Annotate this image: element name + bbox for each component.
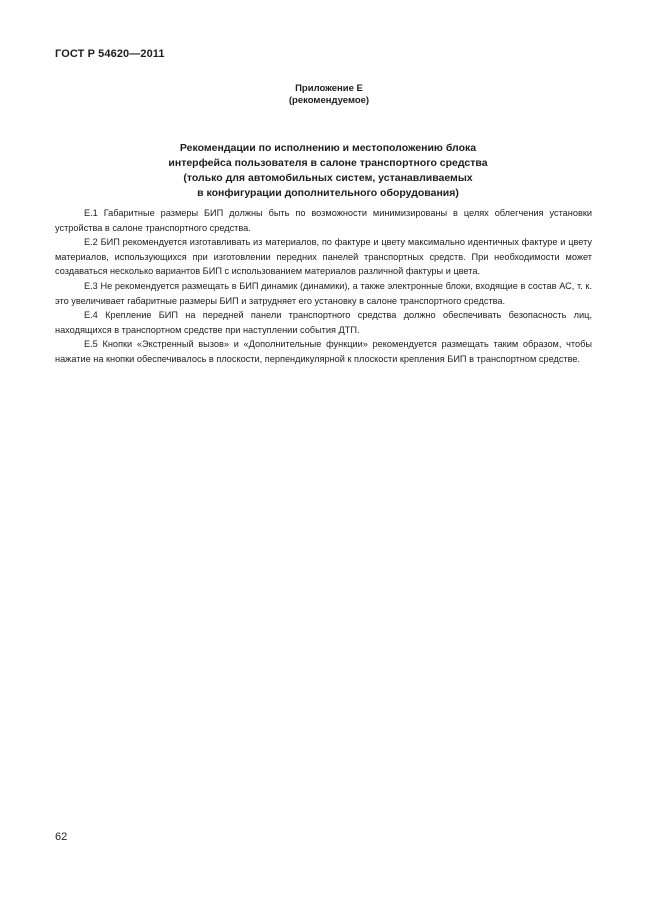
paragraph-e4: Е.4 Крепление БИП на передней панели транспортного средства должно обеспечивать безопасность лиц, находящихся в транспортном средстве при наступлении события ДТП. bbox=[55, 310, 592, 335]
paragraph-e2: Е.2 БИП рекомендуется изготавливать из материалов, по фактуре и цвету максимально идентичных фактуре и цвету материалов, использующихся при изготовлении передних панелей транспортных средств. При необходимости может создаваться несколько вариантов БИП с использованием материалов различной фактуры и цвета. bbox=[55, 237, 592, 277]
appendix-label bbox=[0, 83, 646, 107]
paragraph-e5: Е.5 Кнопки «Экстренный вызов» и «Дополнительные функции» рекомендуется размещать таким образом, чтобы нажатие на кнопки обеспечивалось в плоскости, перпендикулярной к плоскости крепления БИП в транспортном средстве. bbox=[55, 339, 592, 364]
document-standard-number: ГОСТ Р 54620—2011 bbox=[55, 48, 165, 60]
paragraph-e1: Е.1 Габаритные размеры БИП должны быть по возможности минимизированы в целях облегчения установки устройства в салоне транспортного средства. bbox=[55, 208, 592, 233]
appendix-title: Приложение Е bbox=[295, 83, 363, 94]
heading-line-4: в конфигурации дополнительного оборудования) bbox=[197, 187, 459, 199]
appendix-status: (рекомендуемое) bbox=[288, 95, 370, 106]
body-text bbox=[55, 206, 592, 367]
heading-line-1: Рекомендации по исполнению и местоположению блока bbox=[179, 142, 477, 154]
section-heading bbox=[0, 141, 646, 201]
heading-line-2: интерфейса пользователя в салоне транспортного средства bbox=[168, 157, 488, 169]
heading-line-3: (только для автомобильных систем, устанавливаемых bbox=[183, 172, 473, 184]
page-number: 62 bbox=[55, 831, 68, 843]
paragraph-e3: Е.3 Не рекомендуется размещать в БИП динамик (динамики), а также электронные блоки, входящие в состав АС, т. к. это увеличивает габаритные размеры БИП и затрудняет его установку в салоне транспортного средства. bbox=[55, 280, 592, 306]
